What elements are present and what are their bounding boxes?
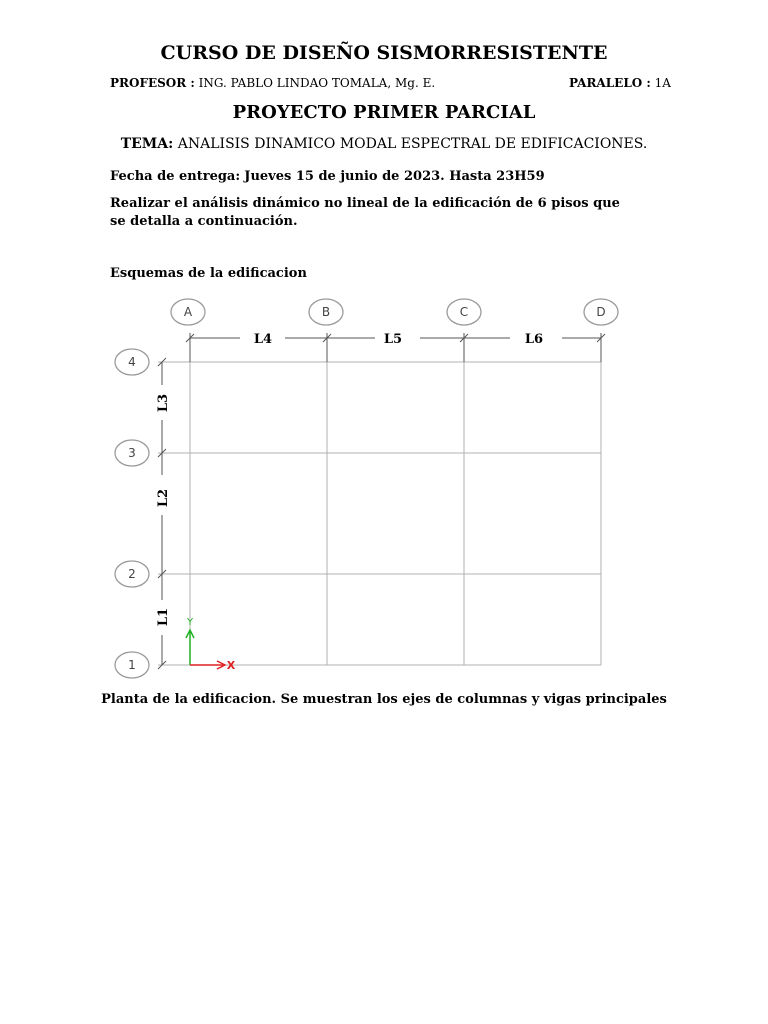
axis-label-4: 4 [128,355,136,369]
axis-label-D: D [596,305,606,319]
professor-name: ING. PABLO LINDAO TOMALA, Mg. E. [198,76,436,90]
axis-label-2: 2 [128,567,136,581]
fecha-label: Fecha de entrega: [110,169,241,184]
span-label-L4: L4 [253,332,273,347]
professor-line [110,76,435,90]
tema-value: ANALISIS DINAMICO MODAL ESPECTRAL DE EDIFICACIONES. [177,136,648,152]
paralelo-value: 1A [654,76,671,90]
floor-plan-drawing [100,290,660,680]
paralelo-line [569,76,671,90]
axis-y-label: Y [186,617,194,628]
paralelo-label: PARALELO : [569,76,651,90]
axis-label-C: C [459,305,469,319]
grid-lines [158,362,601,665]
instruction-paragraph: Realizar el análisis dinámico no lineal de la edificación de 6 pisos que se detalla a continuación. [110,196,620,229]
section-title: Esquemas de la edificacion [110,266,307,281]
span-label-L2: L2 [156,488,171,508]
project-title: PROYECTO PRIMER PARCIAL [232,102,536,123]
fecha-line [110,169,545,184]
fecha-value: Jueves 15 de junio de 2023. Hasta 23H59 [244,169,545,184]
span-label-L5: L5 [383,332,403,347]
professor-label: PROFESOR : [110,76,195,90]
axis-label-1: 1 [128,658,136,672]
coordinate-axes-icon [186,630,225,669]
span-label-L1: L1 [156,607,171,627]
axis-label-A: A [183,305,193,319]
tema-label: TEMA: [120,136,174,152]
tema-line [0,136,768,152]
axis-x-label: X [226,659,236,672]
axis-label-3: 3 [128,446,136,460]
span-label-L3: L3 [156,393,171,413]
axis-label-B: B [321,305,331,319]
figure-caption: Planta de la edificacion. Se muestran los ejes de columnas y vigas principales [101,692,667,707]
span-label-L6: L6 [524,332,544,347]
course-title: CURSO DE DISEÑO SISMORRESISTENTE [160,42,608,64]
